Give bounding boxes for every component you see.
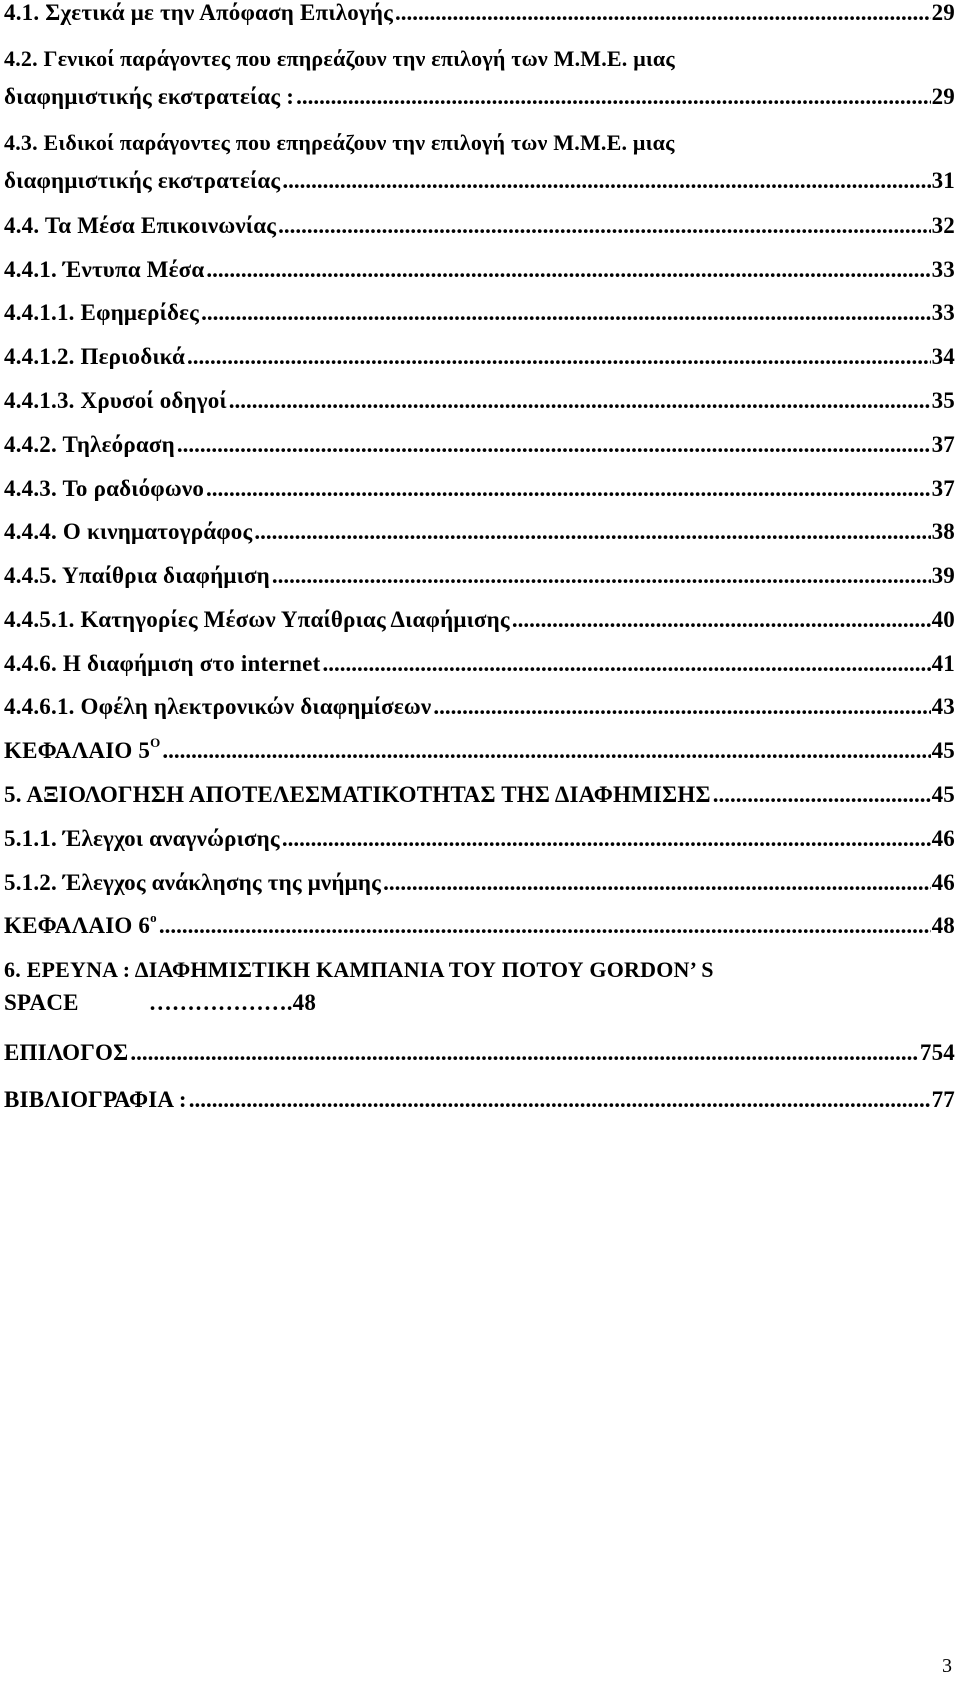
toc-entry-page: 40 [931, 607, 955, 632]
toc-leader-dots [206, 476, 931, 502]
toc-entry-text: 5.1.2. Έλεγχος ανάκλησης της μνήμης [4, 870, 382, 895]
toc-leader-dots [254, 519, 930, 545]
toc-entry-page: 29 [931, 84, 955, 109]
toc-entry-page: .48 [286, 990, 317, 1015]
toc-entry[interactable] [4, 257, 955, 283]
toc-entry-text [4, 913, 157, 939]
toc-entry-page: 37 [931, 432, 955, 457]
toc-entry-text [4, 738, 160, 764]
toc-leader-dots [159, 913, 931, 939]
toc-entry[interactable] [4, 870, 955, 896]
toc-entry[interactable] [4, 651, 955, 677]
toc-leader-dashes [149, 990, 287, 1016]
toc-leader-dots [272, 563, 931, 589]
toc-entry-text: 4.1. Σχετικά με την Απόφαση Επιλογής [4, 0, 394, 25]
toc-entry[interactable] [4, 1040, 955, 1066]
chapter-label: ΚΕΦΑΛΑΙΟ 5 [4, 738, 151, 763]
toc-entry-text: 4.4.6. Η διαφήμιση στο internet [4, 651, 321, 676]
toc-entry-page: 46 [931, 870, 955, 895]
toc-entry[interactable] [4, 913, 955, 939]
ordinal-superscript: Ο [150, 738, 161, 750]
toc-leader-dots [201, 300, 931, 326]
ordinal-superscript: ο [150, 913, 157, 925]
toc-entry[interactable] [4, 388, 955, 414]
toc-leader-dots [130, 1040, 919, 1066]
toc-entry-text: 5. ΑΞΙΟΛΟΓΗΣΗ ΑΠΟΤΕΛΕΣΜΑΤΙΚΟΤΗΤΑΣ ΤΗΣ ΔΙΑΦΗΜΙΣΗΣ [4, 782, 711, 807]
toc-entry-page: 31 [931, 168, 955, 193]
toc-entry-text: 4.4.5.1. Κατηγορίες Μέσων Υπαίθριας Διαφήμισης [4, 607, 510, 632]
toc-entry[interactable] [4, 607, 955, 633]
toc-leader-dots [162, 738, 930, 764]
toc-entry[interactable] [4, 1087, 955, 1113]
toc-entry-text: 5.1.1. Έλεγχοι αναγνώρισης [4, 826, 280, 851]
toc-entry-text: 4.4.1.2. Περιοδικά [4, 344, 186, 369]
toc-entry-page: 45 [931, 782, 955, 807]
toc-entry-text: 4.4.4. Ο κινηματογράφος [4, 519, 253, 544]
toc-entry[interactable] [4, 432, 955, 458]
toc-leader-dots [187, 344, 931, 370]
toc-entry-page: 35 [931, 388, 955, 413]
toc-entry-page: 33 [931, 300, 955, 325]
toc-entry-page: 37 [931, 476, 955, 501]
toc-leader-dots [296, 84, 930, 110]
toc-entry-page: 48 [931, 913, 955, 938]
toc-entry-first-line: 4.3. Ειδικοί παράγοντες που επηρεάζουν την επιλογή των Μ.Μ.Ε. μιας [4, 130, 675, 155]
toc-leader-dots [282, 168, 930, 194]
toc-entry-text: διαφημιστικής εκστρατείας [4, 168, 281, 193]
toc-entry[interactable] [4, 519, 955, 545]
toc-entry[interactable] [4, 782, 955, 808]
toc-leader-dots [512, 607, 931, 633]
toc-entry-text: 4.4.1.3. Χρυσοί οδηγοί [4, 388, 227, 413]
toc-entry-text: 4.4.1.1. Εφημερίδες [4, 300, 200, 325]
toc-leader-dots [395, 0, 931, 26]
toc-entry-page: 38 [931, 519, 955, 544]
toc-leader-dots [177, 432, 931, 458]
toc-entry-text: 4.4.1. Έντυπα Μέσα [4, 257, 205, 282]
toc-entry[interactable] [4, 563, 955, 589]
toc-leader-dots [322, 651, 930, 677]
toc-entry[interactable] [4, 476, 955, 502]
toc-entry-first-line: 4.2. Γενικοί παράγοντες που επηρεάζουν την επιλογή των Μ.Μ.Ε. μιας [4, 46, 675, 71]
toc-entry-text: 4.4. Τα Μέσα Επικοινωνίας [4, 213, 277, 238]
toc-entry[interactable] [4, 826, 955, 852]
chapter-label: ΚΕΦΑΛΑΙΟ 6 [4, 913, 151, 938]
toc-entry-page: 43 [931, 694, 955, 719]
toc-entry[interactable] [4, 694, 955, 720]
toc-entry-page: 45 [931, 738, 955, 763]
toc-entry[interactable] [4, 738, 955, 764]
toc-entry-page: 34 [931, 344, 955, 369]
toc-entry-page: 754 [919, 1040, 955, 1065]
toc-leader-dots [189, 1087, 931, 1113]
toc-entry-text: 4.4.2. Τηλεόραση [4, 432, 175, 457]
toc-entry-text: διαφημιστικής εκστρατείας : [4, 84, 295, 109]
toc-entry-page: 46 [931, 826, 955, 851]
toc-entry-page: 41 [931, 651, 955, 676]
toc-leader-dots [713, 782, 931, 808]
toc-entry[interactable] [4, 0, 955, 26]
toc-leader-dots [206, 257, 930, 283]
toc-leader-dots [282, 826, 931, 852]
toc-entry-text: 4.4.3. Το ραδιόφωνο [4, 476, 205, 501]
toc-entry-page: 77 [931, 1087, 955, 1112]
toc-entry-text: 4.4.5. Υπαίθρια διαφήμιση [4, 563, 270, 588]
toc-leader-dots [278, 213, 930, 239]
toc-entry-page: 32 [931, 213, 955, 238]
toc-entry-first-line: 6. ΕΡΕΥΝΑ : ΔΙΑΦΗΜΙΣΤΙΚΗ ΚΑΜΠΑΝΙΑ ΤΟΥ ΠΟΤΟΥ GORDON’ S [4, 957, 714, 982]
toc-entry-text: SPACE [4, 990, 79, 1015]
toc-leader-dots [433, 694, 930, 720]
toc-entry-page: 33 [931, 257, 955, 282]
toc-entry-page: 39 [931, 563, 955, 588]
toc-leader-dots [383, 870, 931, 896]
page-number: 3 [942, 1655, 952, 1677]
toc-entry-text: 4.4.6.1. Οφέλη ηλεκτρονικών διαφημίσεων [4, 694, 432, 719]
toc-entry[interactable] [4, 344, 955, 370]
toc-entry[interactable] [4, 300, 955, 326]
toc-entry[interactable] [4, 213, 955, 239]
toc-entry[interactable] [4, 84, 955, 110]
toc-entry-page: 29 [931, 0, 955, 25]
toc-leader-dots [229, 388, 931, 414]
toc-entry[interactable] [4, 168, 955, 194]
toc-entry[interactable] [4, 990, 955, 1016]
toc-entry-text: ΕΠΙΛΟΓΟΣ [4, 1040, 129, 1065]
toc-entry-text: ΒΙΒΛΙΟΓΡΑΦΙΑ : [4, 1087, 187, 1112]
